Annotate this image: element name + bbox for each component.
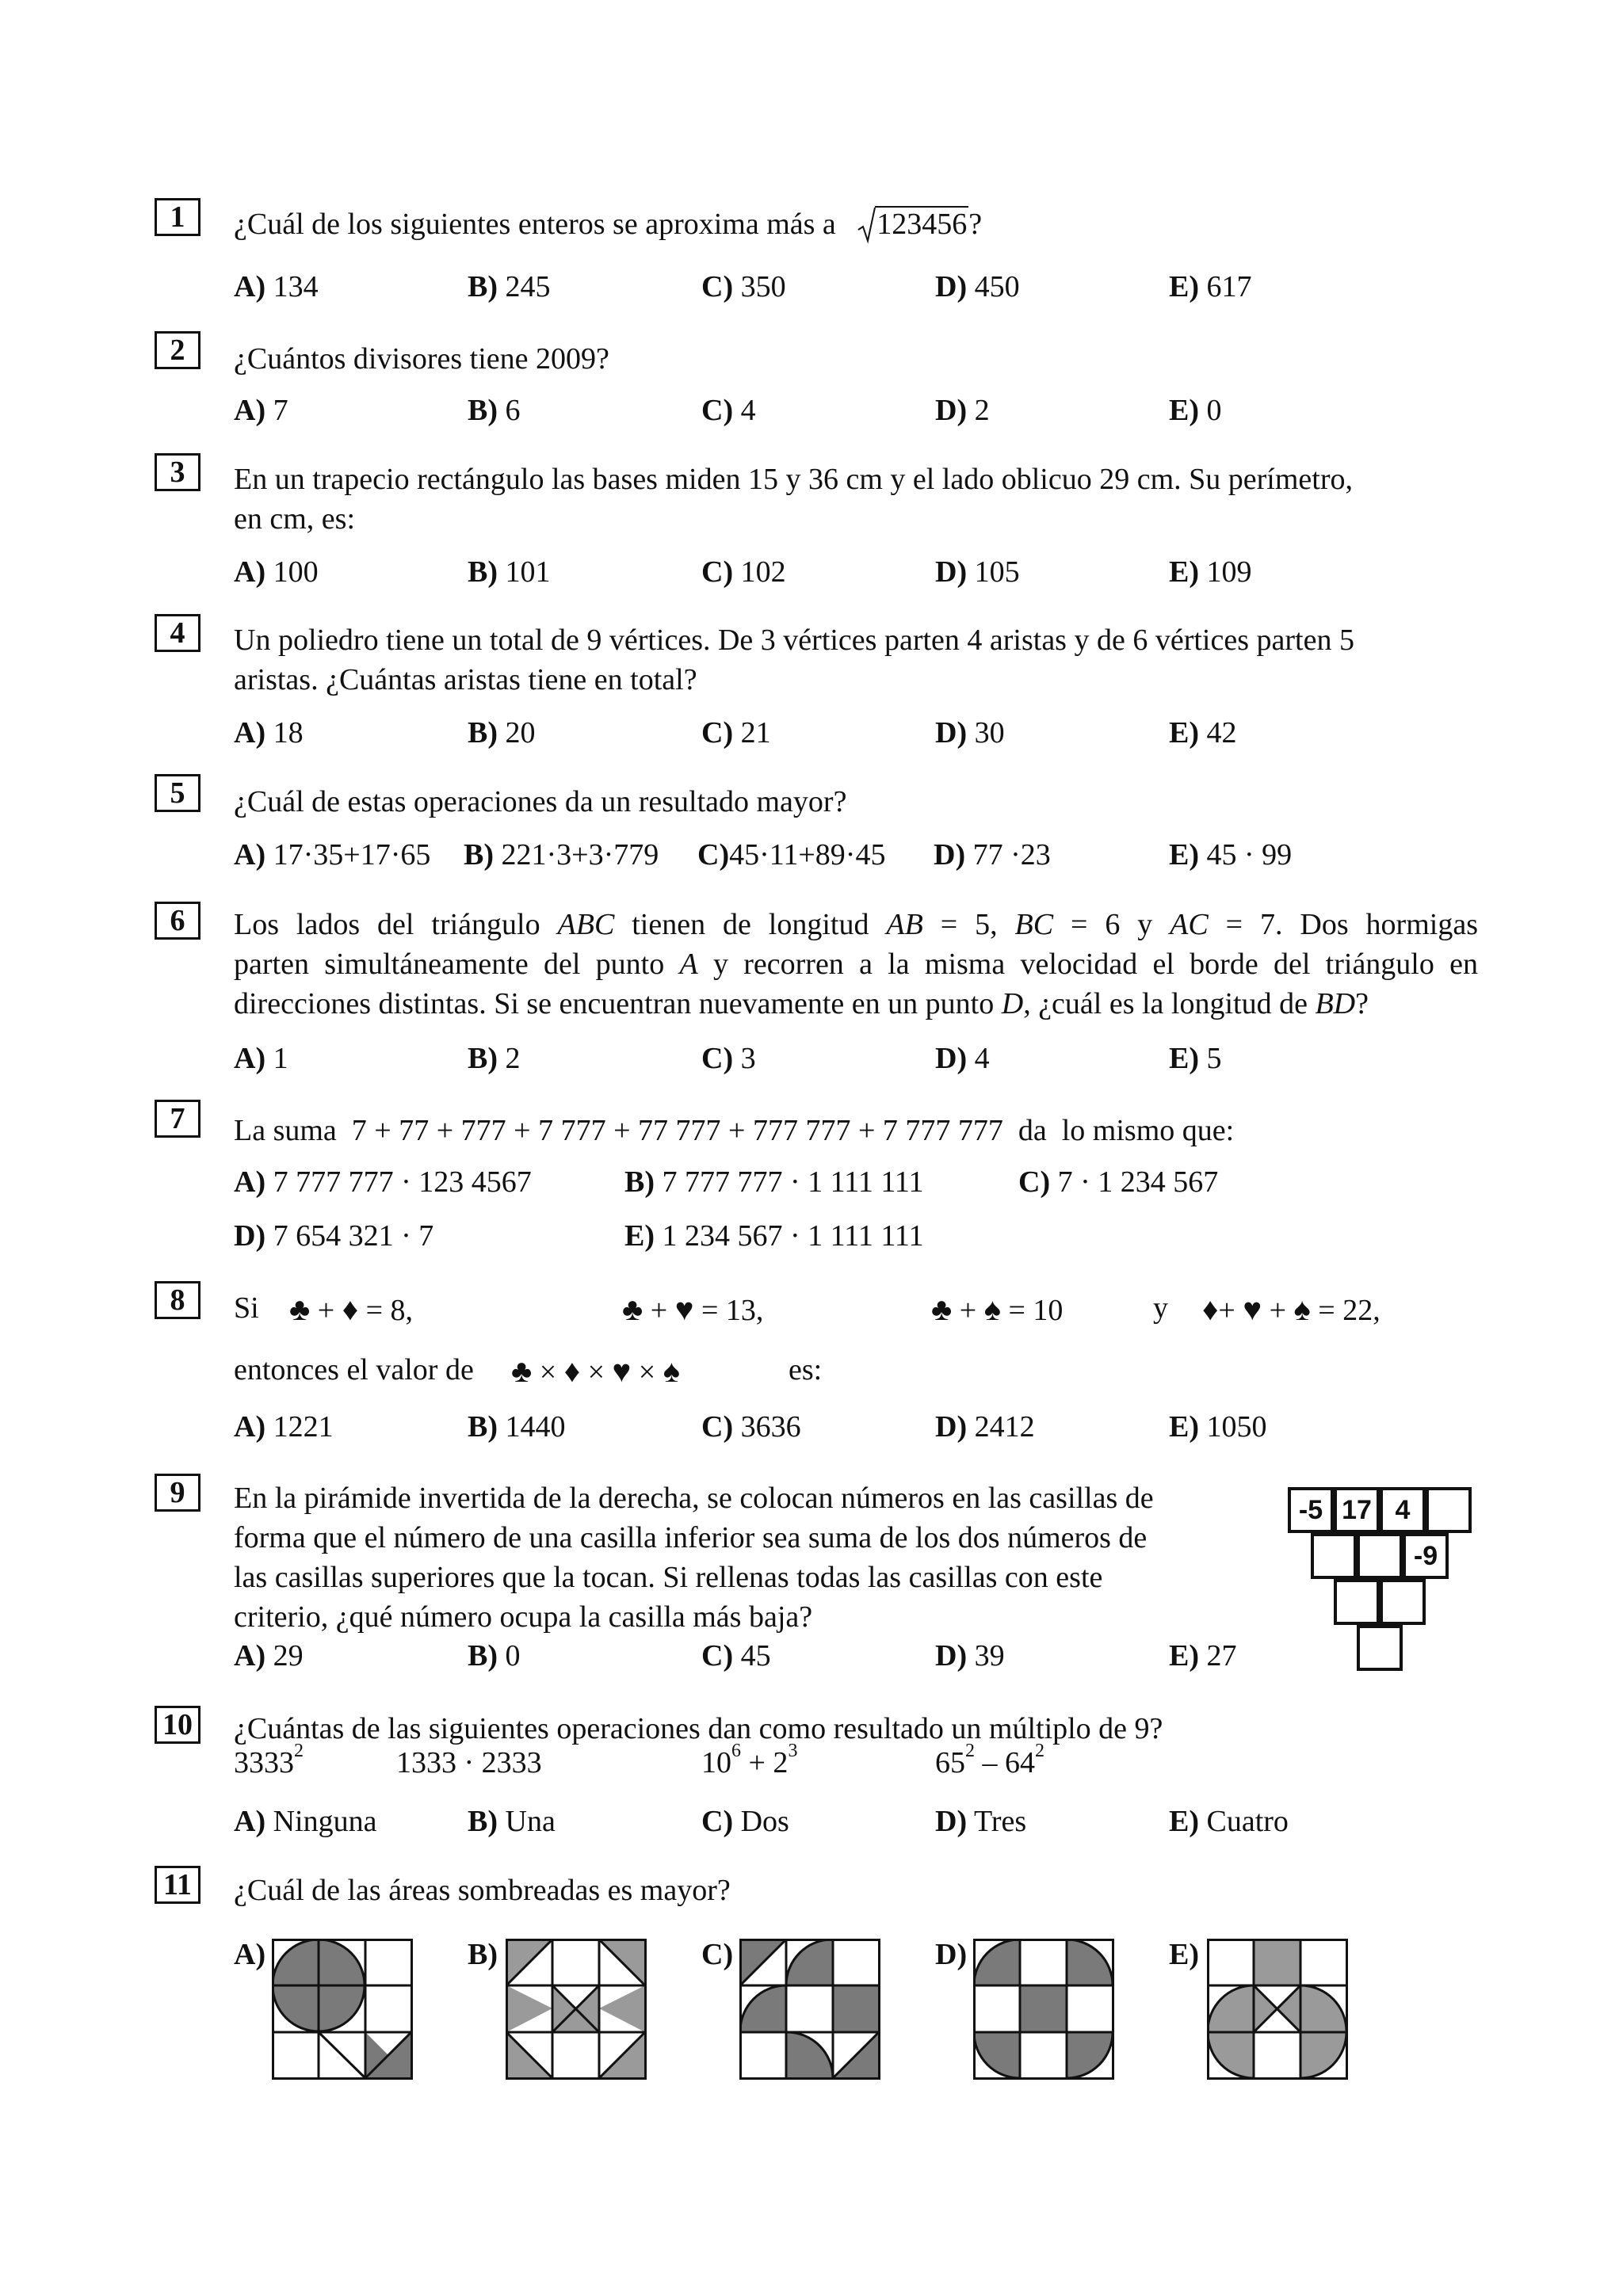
option-b[interactable]: B) 101 [468,555,551,589]
option-e[interactable]: E) 1 234 567 · 1 111 111 [624,1219,924,1253]
option-b[interactable]: B) 6 [468,394,521,427]
option-a[interactable]: A) 100 [234,555,319,589]
pyramid-cell: 17 [1334,1487,1380,1533]
option-e[interactable]: E) 109 [1169,555,1252,589]
spade-icon: ♠ [1293,1291,1311,1327]
question-text: Los lados del triángulo ABC tienen de longitud AB = 5, BC = 6 y AC = 7. Dos hormigas parten simultáneamente del punto A y recorren a la misma velocidad el borde del triángulo en direcciones distintas. Si se encuentran nuevamente en un punto D, ¿cuál es la longitud de BD? [234,908,1479,1020]
figure-c-label[interactable]: C) [701,1938,734,1971]
option-d[interactable]: D) 450 [935,270,1020,303]
spade-icon: ♠ [983,1291,1001,1327]
option-d[interactable]: D) 4 [935,1042,990,1075]
club-icon: ♣ [931,1291,953,1327]
square-root: 123456 [857,204,968,244]
option-e[interactable]: E) 27 [1169,1639,1237,1672]
diamond-icon: ♦ [1202,1291,1219,1327]
option-d[interactable]: D) 77 ·23 [934,838,1051,871]
pyramid-cell: -5 [1288,1487,1334,1533]
option-d[interactable]: D) Tres [935,1805,1027,1838]
option-b[interactable]: B) 245 [468,270,551,303]
option-b[interactable]: B) 1440 [468,1410,566,1444]
option-a[interactable]: A) 1 [234,1042,288,1075]
question-number: 7 [155,1100,200,1138]
option-e[interactable]: E) 42 [1169,716,1237,749]
option-c[interactable]: C) 350 [701,270,786,303]
question-text: En un trapecio rectángulo las bases miden 15 y 36 cm y el lado oblicuo 29 cm. Su perímetro, en cm, es: [234,463,1353,536]
equation-3: ♣ + ♠ = 10 [931,1291,1064,1327]
spade-icon: ♠ [663,1353,680,1389]
question-number: 8 [155,1281,200,1319]
figure-a-label[interactable]: A) [234,1938,266,1971]
figure-d[interactable] [973,1939,1116,2081]
figure-e-label[interactable]: E) [1169,1938,1199,1971]
heart-icon: ♥ [1243,1291,1262,1327]
inverted-pyramid [1288,1487,1478,1677]
option-d[interactable]: D) 105 [935,555,1020,589]
question-number: 10 [155,1706,200,1744]
option-a[interactable]: A) 29 [234,1639,304,1672]
option-d[interactable]: D) 2412 [935,1410,1035,1444]
option-c[interactable]: C) 21 [701,716,771,749]
option-c[interactable]: C) 3 [701,1042,756,1075]
pyramid-cell [1357,1625,1403,1671]
option-a[interactable]: A) Ninguna [234,1805,377,1838]
heart-icon: ♥ [674,1291,694,1327]
question-text: ¿Cuántas de las siguientes operaciones dan como resultado un múltiplo de 9? [234,1712,1163,1745]
question-number: 3 [155,453,200,491]
option-b[interactable]: B) 7 777 777 · 1 111 111 [624,1165,924,1199]
option-a[interactable]: A) 18 [234,716,304,749]
option-e[interactable]: E) Cuatro [1169,1805,1289,1838]
question-number: 11 [155,1866,200,1904]
option-b[interactable]: B) Una [468,1805,556,1838]
option-d[interactable]: D) 39 [935,1639,1005,1672]
option-c[interactable]: C) 7 · 1 234 567 [1018,1165,1219,1199]
club-icon: ♣ [622,1291,643,1327]
pyramid-cell [1357,1533,1403,1579]
equation-2: ♣ + ♥ = 13, [622,1291,764,1327]
expression-3: $10^6 + 2^3$ [701,1741,798,1779]
option-e[interactable]: E) 617 [1169,270,1252,303]
question-number: 5 [155,774,200,812]
expression-4: $65^2 - 64^2$ [935,1741,1044,1779]
question-text: ¿Cuál de las áreas sombreadas es mayor? [234,1874,731,1907]
option-a[interactable]: A) 17·35+17·65 [234,838,431,871]
question-text: Un poliedro tiene un total de 9 vértices. De 3 vértices parten 4 aristas y de 6 vértices parten 5 aristas. ¿Cuántas aristas tiene en total? [234,624,1354,696]
question-number: 1 [155,198,200,236]
option-a[interactable]: A) 134 [234,270,319,303]
option-b[interactable]: B) 2 [468,1042,521,1075]
club-icon: ♣ [511,1353,533,1389]
option-a[interactable]: A) 7 777 777 · 123 4567 [234,1165,532,1199]
pyramid-cell [1311,1533,1357,1579]
pyramid-cell [1334,1579,1380,1625]
option-e[interactable]: E) 5 [1169,1042,1222,1075]
figure-b-label[interactable]: B) [468,1938,498,1971]
pyramid-cell: 4 [1380,1487,1426,1533]
heart-icon: ♥ [612,1353,632,1389]
option-b[interactable]: B) 20 [468,716,536,749]
diamond-icon: ♦ [563,1353,581,1389]
diamond-icon: ♦ [342,1291,359,1327]
option-c[interactable]: C) 102 [701,555,786,589]
option-d[interactable]: D) 2 [935,394,990,427]
option-c[interactable]: C) Dos [701,1805,789,1838]
pyramid-cell [1380,1579,1426,1625]
question-number: 4 [155,614,200,652]
question-text: ¿Cuál de estas operaciones da un resultado mayor? [234,785,847,818]
question-number: 2 [155,331,200,369]
option-a[interactable]: A) 7 [234,394,288,427]
option-e[interactable]: E) 1050 [1169,1410,1267,1444]
question-number: 9 [155,1474,200,1512]
expression-2: 1333 · 2333 [396,1746,542,1779]
option-c[interactable]: C) 4 [701,394,756,427]
option-d[interactable]: D) 30 [935,716,1005,749]
pyramid-cell [1426,1487,1472,1533]
option-c[interactable]: C) 3636 [701,1410,801,1444]
product-expression: ♣ × ♦ × ♥ × ♠ [511,1353,680,1389]
option-b[interactable]: B) 221·3+3·779 [464,838,659,871]
radical-sign-icon [857,206,876,244]
question-text: En la pirámide invertida de la derecha, se colocan números en las casillas de forma que el número de una casilla inferior sea suma de los dos números de las casillas superiores que la tocan. Si rellenas todas las casillas con este criterio, ¿qué número ocupa la casilla más baja? [234,1482,1154,1634]
equation-4: ♦+ ♥ + ♠ = 22, [1202,1291,1381,1327]
option-d[interactable]: D) 7 654 321 · 7 [234,1219,434,1253]
figure-a[interactable] [272,1939,414,2081]
figure-d-label[interactable]: D) [935,1938,968,1971]
figure-b[interactable] [506,1939,648,2081]
question-text: ¿Cuántos divisores tiene 2009? [234,342,609,376]
option-b[interactable]: B) 0 [468,1639,521,1672]
question-text: La suma 7 + 77 + 777 + 7 777 + 77 777 + 777 777 + 7 777 777 da lo mismo que: [234,1114,1235,1147]
option-a[interactable]: A) 1221 [234,1410,334,1444]
figure-e[interactable] [1207,1939,1350,2081]
expression-1: 3333$^2$ [234,1741,304,1779]
option-c[interactable]: C) 45 [701,1639,771,1672]
option-e[interactable]: E) 0 [1169,394,1222,427]
equation-1: ♣ + ♦ = 8, [289,1291,414,1327]
question-number: 6 [155,902,200,940]
club-icon: ♣ [289,1291,311,1327]
question-text: ¿Cuál de los siguientes enteros se aproxima más a 123456? [234,204,982,244]
figure-c[interactable] [739,1939,882,2081]
option-e[interactable]: E) 45 · 99 [1169,838,1293,871]
option-c[interactable]: C)45·11+89·45 [697,838,886,871]
pyramid-cell: -9 [1403,1533,1449,1579]
